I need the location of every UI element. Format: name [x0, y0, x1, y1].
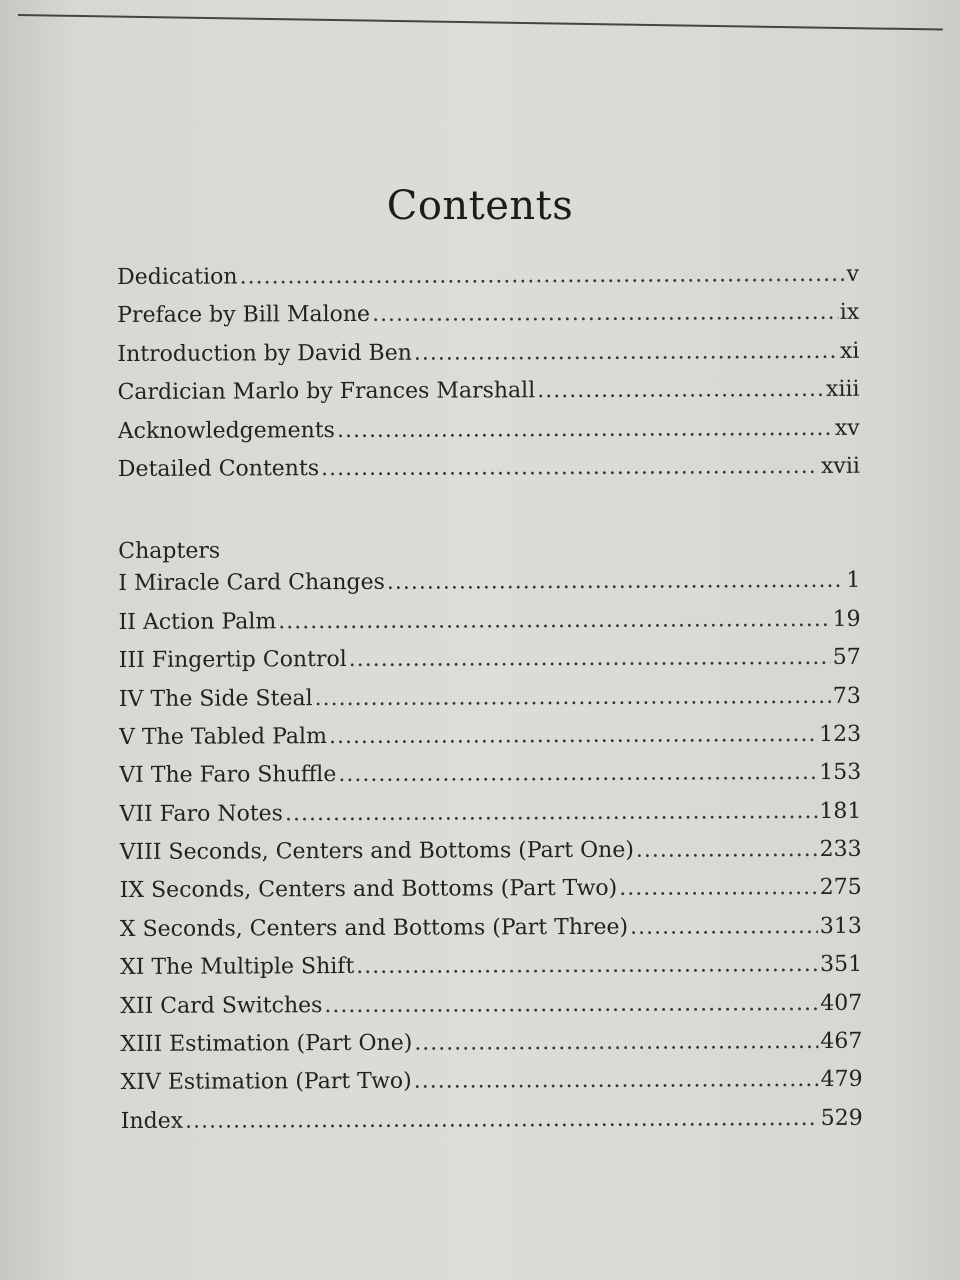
- dot-leader: [414, 1029, 818, 1056]
- toc-entry-page: 153: [819, 760, 862, 786]
- toc-entry-label: III Fingertip Control: [118, 647, 347, 674]
- toc-entry-page: 73: [832, 683, 861, 709]
- toc-entry: [120, 914, 862, 956]
- toc-entry-label: Dedication: [117, 264, 238, 290]
- toc-entry: [121, 1067, 863, 1109]
- toc-entry: [118, 568, 860, 610]
- toc-entry-label: Index: [120, 1108, 184, 1134]
- toc-entry: [120, 875, 862, 917]
- top-rule: [18, 14, 943, 31]
- toc-entry: [117, 262, 859, 304]
- toc-entry: [120, 837, 862, 879]
- toc-entry-page: ix: [839, 300, 860, 326]
- dot-leader: [387, 568, 845, 595]
- dot-leader: [356, 952, 818, 979]
- toc-entry-page: 467: [820, 1028, 863, 1054]
- dot-leader: [285, 799, 818, 826]
- dot-leader: [414, 339, 838, 366]
- toc-entry-page: v: [846, 261, 860, 287]
- front-matter-list: [117, 262, 860, 496]
- toc-entry-page: 233: [819, 836, 862, 863]
- table-of-contents: [117, 262, 863, 1147]
- toc-entry-page: xi: [839, 338, 860, 364]
- dot-leader: [315, 683, 831, 710]
- toc-entry-label: IX Seconds, Centers and Bottoms (Part Two): [119, 876, 618, 904]
- toc-entry-page: 57: [832, 644, 861, 671]
- toc-entry: [119, 722, 861, 764]
- dot-leader: [537, 377, 824, 403]
- toc-entry-page: 19: [832, 606, 861, 632]
- dot-leader: [630, 914, 818, 940]
- toc-entry: [117, 300, 859, 342]
- toc-entry: [117, 339, 859, 381]
- toc-entry: [120, 1029, 862, 1071]
- dot-leader: [324, 991, 818, 1018]
- toc-entry: [120, 952, 862, 994]
- toc-entry: [119, 683, 861, 725]
- toc-entry-label: XI The Multiple Shift: [120, 954, 355, 981]
- toc-entry-label: Preface by Bill Malone: [117, 302, 371, 329]
- dot-leader: [338, 760, 817, 787]
- toc-entry-label: X Seconds, Centers and Bottoms (Part Three): [119, 914, 629, 942]
- toc-entry: [118, 415, 860, 457]
- toc-entry-page: xiii: [825, 376, 860, 403]
- toc-entry-label: Acknowledgements: [117, 417, 335, 444]
- toc-entry-label: Introduction by David Ben: [117, 340, 412, 367]
- toc-entry-label: V The Tabled Palm: [119, 723, 327, 750]
- toc-entry: [121, 1106, 863, 1148]
- toc-entry-page: xv: [834, 415, 860, 441]
- toc-entry-label: IV The Side Steal: [118, 685, 313, 712]
- dot-leader: [278, 607, 830, 634]
- toc-entry-page: 407: [820, 990, 863, 1016]
- dot-leader: [185, 1106, 819, 1134]
- toc-entry-label: VIII Seconds, Centers and Bottoms (Part One): [119, 837, 634, 866]
- dot-leader: [619, 875, 818, 901]
- toc-entry-page: xvii: [820, 453, 860, 479]
- toc-entry: [119, 606, 861, 648]
- toc-entry-label: XIII Estimation (Part One): [120, 1030, 413, 1058]
- toc-entry: [120, 990, 862, 1032]
- toc-entry-label: Cardician Marlo by Frances Marshall: [117, 378, 536, 406]
- chapters-heading: Chapters: [118, 538, 221, 565]
- dot-leader: [240, 262, 845, 290]
- chapters-list: [118, 568, 863, 1147]
- toc-entry-page: 1: [846, 568, 861, 594]
- dot-leader: [372, 300, 838, 327]
- toc-entry-page: 275: [819, 875, 862, 901]
- toc-entry-page: 181: [819, 798, 862, 824]
- dot-leader: [321, 454, 819, 481]
- toc-entry-page: 123: [819, 721, 862, 747]
- toc-entry: [119, 645, 861, 687]
- toc-entry: [118, 377, 860, 419]
- toc-entry-label: II Action Palm: [118, 609, 277, 635]
- dot-leader: [414, 1067, 819, 1094]
- dot-leader: [337, 415, 833, 442]
- toc-entry-page: 313: [819, 913, 862, 939]
- toc-entry-label: I Miracle Card Changes: [118, 570, 385, 597]
- dot-leader: [329, 722, 817, 749]
- toc-entry-page: 351: [820, 952, 863, 978]
- toc-entry-page: 479: [820, 1067, 863, 1093]
- toc-entry: [119, 798, 861, 840]
- toc-entry-label: XIV Estimation (Part Two): [120, 1069, 412, 1096]
- page-title: Contents: [386, 183, 574, 229]
- toc-entry-page: 529: [820, 1105, 863, 1131]
- dot-leader: [349, 645, 831, 672]
- toc-entry: [119, 760, 861, 802]
- toc-entry-label: VI The Faro Shuffle: [119, 762, 337, 789]
- dot-leader: [636, 837, 818, 863]
- toc-entry-label: VII Faro Notes: [119, 800, 284, 827]
- toc-entry-label: XII Card Switches: [120, 992, 323, 1019]
- toc-entry: [118, 454, 860, 496]
- toc-entry-label: Detailed Contents: [117, 456, 320, 482]
